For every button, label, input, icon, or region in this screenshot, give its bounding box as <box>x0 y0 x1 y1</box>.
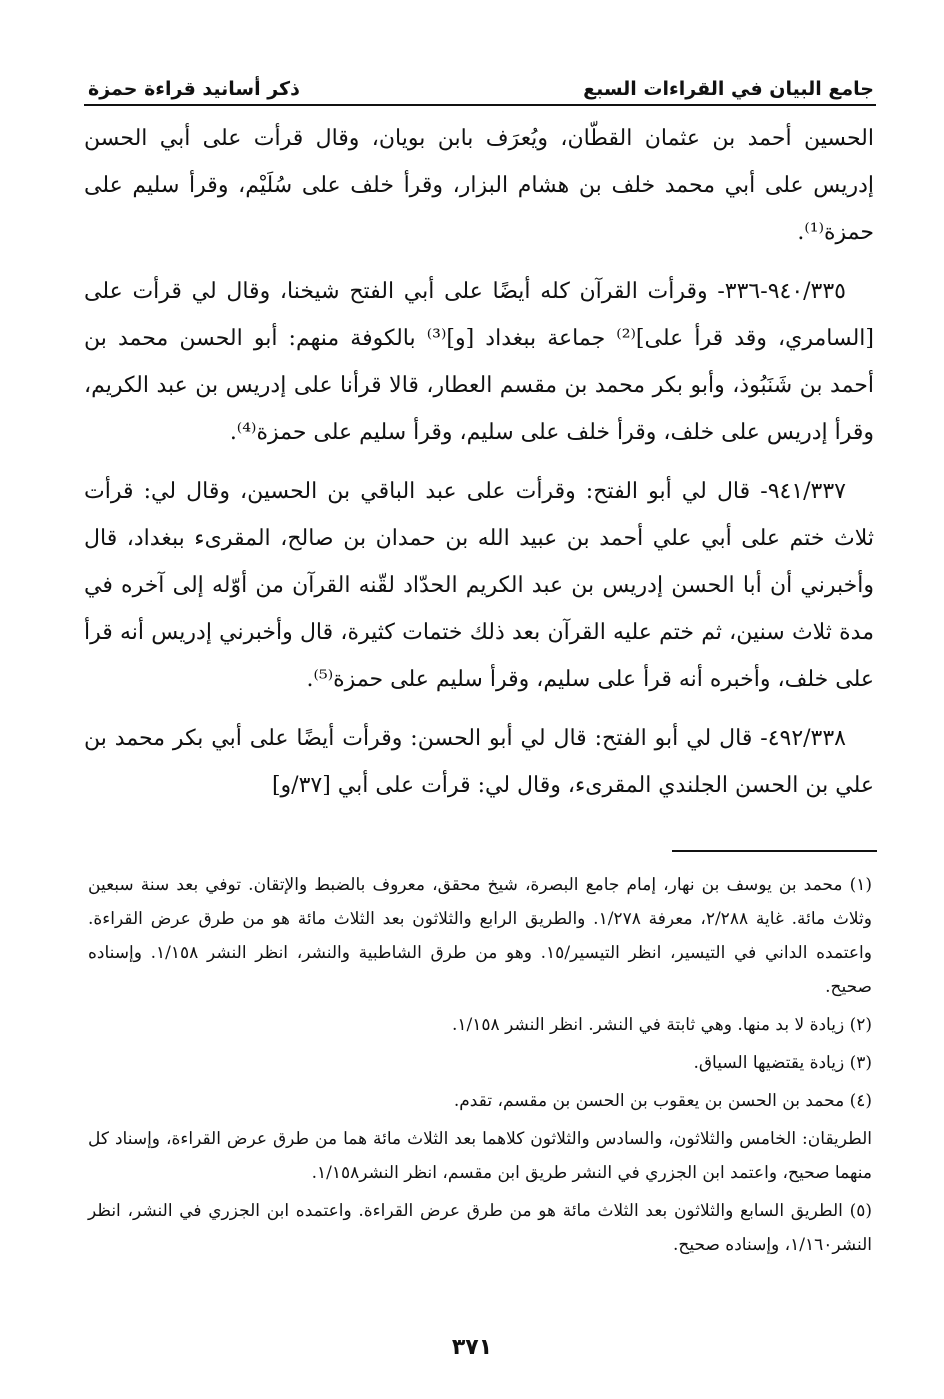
footnote: (٢) زيادة لا بد منها. وهي ثابتة في النشر. انظر النشر ١/١٥٨. <box>452 1015 872 1035</box>
header-rule <box>84 104 876 106</box>
paragraph: ٩٤١/٣٣٧- قال لي أبو الفتح: وقرأت على عبد الباقي بن الحسين، وقال لي: قرأت ثلاث ختم على أبي علي أحمد بن عبيد الله بن حمدان بن صالح، المقرىء ببغداد، قال وأخبرني أن أبا الحسن إدريس بن عبد الكريم الحدّاد لقّنه القرآن من أوّله إلى آخره في مدة ثلاث سنين، ثم ختم عليه القرآن بعد ذلك ختمات كثيرة، قال وأخبرني إدريس أنه قرأ على خلف، وأخبره أنه قرأ على سليم، وقرأ سليم على حمزة⁽⁵⁾. <box>84 479 874 692</box>
footnote: (٣) زيادة يقتضيها السياق. <box>693 1053 872 1073</box>
book-title: جامع البيان في القراءات السبع <box>583 78 874 100</box>
paragraph: ٩٤٠/٣٣٥-٣٣٦- وقرأت القرآن كله أيضًا على أبي الفتح شيخنا، وقال لي قرأت على [السامري، وقد قرأ على]⁽²⁾ جماعة ببغداد [و]⁽³⁾ بالكوفة منهم: أبو الحسن محمد بن أحمد بن شَنَبُوذ، وأبو بكر محمد بن مقسم العطار، قالا قرأنا على إدريس بن عبد الكريم، وقرأ إدريس على خلف، وقرأ خلف على سليم، وقرأ سليم على حمزة⁽⁴⁾. <box>84 279 875 445</box>
main-text <box>84 115 874 821</box>
running-header <box>88 60 874 100</box>
footnote-rule <box>672 850 877 852</box>
paragraph: الحسين أحمد بن عثمان القطّان، ويُعرَف بابن بويان، وقال قرأت على أبي الحسن إدريس على أبي محمد خلف بن هشام البزار، وقرأ خلف على سُلَيْم، وقرأ سليم على حمزة⁽¹⁾. <box>84 126 874 245</box>
footnote: الطريقان: الخامس والثلاثون، والسادس والثلاثون كلاهما بعد الثلاث مائة هما من طرق عرض القراءة، وإسناد كل منهما صحيح، واعتمد ابن الجزري في النشر طريق ابن مقسم، انظر النشر١/١٥٨. <box>88 1129 872 1183</box>
footnote: (٥) الطريق السابع والثلاثون بعد الثلاث مائة هو من طرق عرض القراءة. واعتمده ابن الجزري في النشر، انظر النشر١/١٦٠، وإسناده صحيح. <box>88 1201 872 1255</box>
footnotes <box>88 868 872 1266</box>
paragraph: ٤٩٢/٣٣٨- قال لي أبو الفتح: قال لي أبو الحسن: وقرأت أيضًا على أبي بكر محمد بن علي بن الحسن الجلندي المقرىء، وقال لي: قرأت على أبي [٣٧/و] <box>84 726 874 798</box>
page-number: ٣٧١ <box>451 1335 493 1360</box>
footnote: (٤) محمد بن الحسن بن يعقوب بن الحسن بن مقسم، تقدم. <box>453 1091 872 1111</box>
section-title: ذكر أسانيد قراءة حمزة <box>88 78 300 100</box>
footnote: (١) محمد بن يوسف بن نهار، إمام جامع البصرة، شيخ محقق، معروف بالضبط والإتقان. توفي بعد سنة سبعين وثلاث مائة. غاية ٢/٢٨٨، معرفة ١/٢٧٨. والطريق الرابع والثلاثون بعد الثلاث مائة هو من طرق عرض القراءة. واعتمده الداني في التيسير، انظر التيسير/١٥. وهو من طرق الشاطبية والنشر، انظر النشر ١/١٥٨. وإسناده صحيح. <box>88 875 872 997</box>
